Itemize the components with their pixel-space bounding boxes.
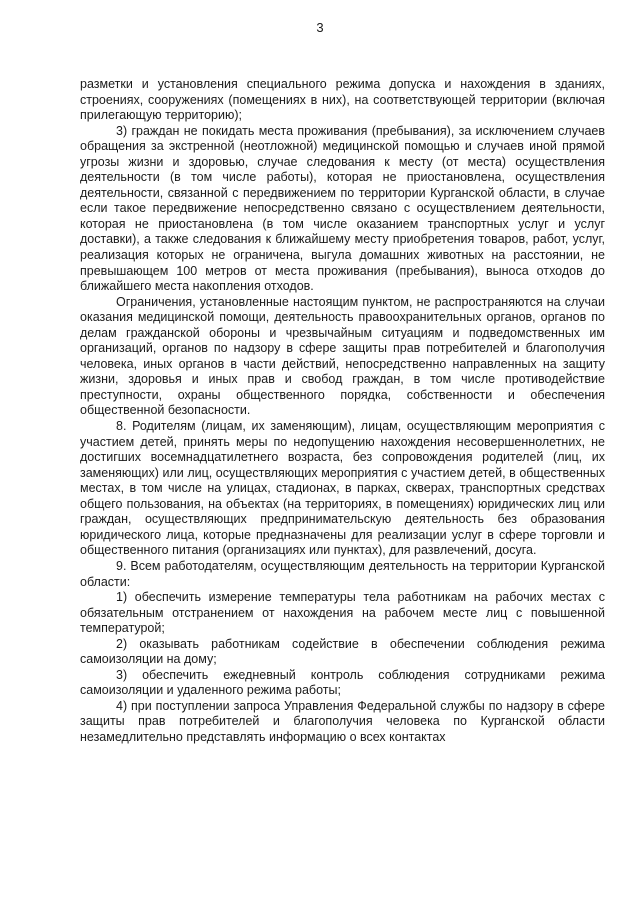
paragraph-point-9-item-3: 3) обеспечить ежедневный контроль соблюдения сотрудниками режима самоизоляции и удаленного режима работы; (80, 667, 605, 698)
document-body (80, 77, 605, 746)
paragraph-point-9: 9. Всем работодателям, осуществляющим деятельность на территории Курганской области: (80, 558, 605, 589)
paragraph-continuation: разметки и установления специального режима допуска и нахождения в зданиях, строениях, сооружениях (помещениях в них), на соответствующей территории (включая прилегающую территорию); (80, 77, 605, 123)
paragraph-point-9-item-1: 1) обеспечить измерение температуры тела работникам на рабочих местах с обязательным отстранением от нахождения на рабочем месте лиц с повышенной температурой; (80, 590, 605, 636)
paragraph-point-9-item-4: 4) при поступлении запроса Управления Федеральной службы по надзору в сфере защиты прав потребителей и благополучия человека по Курганской области незамедлительно представлять информацию о всех контактах (80, 698, 605, 744)
paragraph-point-8: 8. Родителям (лицам, их заменяющим), лицам, осуществляющим мероприятия с участием детей, принять меры по недопущению нахождения несовершеннолетних, не достигших восемнадцатилетнего возраста, без сопровождения родителей (лиц, их заменяющих) или лиц, осуществляющих мероприятия с участием детей, в общественных местах, в том числе на улицах, стадионах, в парках, скверах, транспортных средствах общего пользования, на объектах (на территориях, в помещениях) юридических лиц или граждан, осуществляющих предпринимательскую деятельность без образования юридического лица, которые предназначены для реализации услуг в сфере торговли и общественного питания (организациях или пунктах), для развлечений, досуга. (80, 419, 605, 558)
paragraph-item-3: 3) граждан не покидать места проживания (пребывания), за исключением случаев обращения за экстренной (неотложной) медицинской помощью и случаев иной прямой угрозы жизни и здоровью, случае следования к месту (от места) осуществления деятельности (в том числе работы), которая не приостановлена, осуществления деятельности, связанной с передвижением по территории Курганской области, в случае если такое передвижение непосредственно связано с осуществлением деятельности, которая не приостановлена (в том числе оказанием транспортных услуг и услуг доставки), а также следования к ближайшему месту приобретения товаров, работ, услуг, реализация которых не ограничена, выгула домашних животных на расстоянии, не превышающем 100 метров от места проживания (пребывания), выноса отходов до ближайшего места накопления отходов. (80, 123, 605, 294)
paragraph-point-9-item-2: 2) оказывать работникам содействие в обеспечении соблюдения режима самоизоляции на дому; (80, 636, 605, 667)
page-number: 3 (316, 20, 324, 35)
paragraph-restrictions: Ограничения, установленные настоящим пунктом, не распространяются на случаи оказания медицинской помощи, деятельность правоохранительных органов, органов по делам гражданской обороны и чрезвычайным ситуациям и подведомственных им организаций, органов по надзору в сфере защиты прав потребителей и благополучия человека, иных органов в части действий, непосредственно направленных на защиту жизни, здоровья и иных прав и свобод граждан, в том числе противодействие преступности, охраны общественного порядка, собственности и обеспечения общественной безопасности. (80, 294, 605, 418)
